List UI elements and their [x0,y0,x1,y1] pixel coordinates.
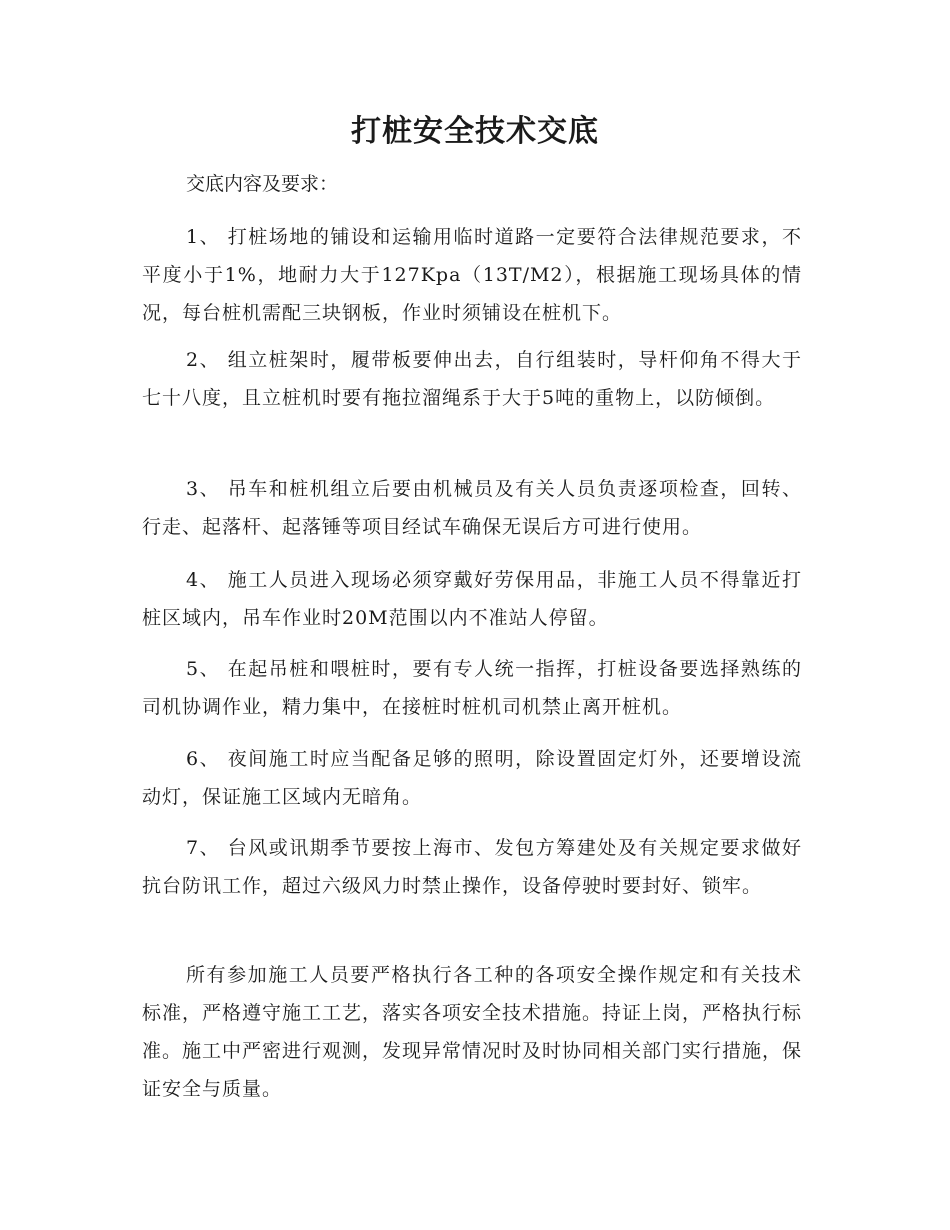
item-3: 3、 吊车和桩机组立后要由机械员及有关人员负责逐项检查，回转、行走、起落杆、起落锤等项目经试车确保无误后方可进行使用。 [142,478,802,538]
item-4: 4、 施工人员进入现场必须穿戴好劳保用品，非施工人员不得靠近打桩区域内，吊车作业时20M范围以内不准站人停留。 [142,569,802,629]
item-7: 7、 台风或讯期季节要按上海市、发包方筹建处及有关规定要求做好抗台防讯工作，超过六级风力时禁止操作，设备停驶时要封好、锁牢。 [142,837,802,897]
intro-line: 交底内容及要求： [186,173,339,195]
document-title: 打桩安全技术交底 [351,114,599,149]
item-5: 5、 在起吊桩和喂桩时，要有专人统一指挥，打桩设备要选择熟练的司机协调作业，精力集中，在接桩时桩机司机禁止离开桩机。 [142,658,802,718]
item-2: 2、 组立桩架时，履带板要伸出去，自行组装时，导杆仰角不得大于七十八度，且立桩机时要有拖拉溜绳系于大于5吨的重物上，以防倾倒。 [142,349,802,409]
item-1: 1、 打桩场地的铺设和运输用临时道路一定要符合法律规范要求，不平度小于1%，地耐力大于127Kpa（13T/M2），根据施工现场具体的情况，每台桩机需配三块钢板，作业时须铺设在桩机下。 [142,226,802,324]
item-6: 6、 夜间施工时应当配备足够的照明，除设置固定灯外，还要增设流动灯，保证施工区域内无暗角。 [142,748,802,808]
closing-paragraph: 所有参加施工人员要严格执行各工种的各项安全操作规定和有关技术标准，严格遵守施工工艺，落实各项安全技术措施。持证上岗，严格执行标准。施工中严密进行观测，发现异常情况时及时协同相关部门实行措施，保证安全与质量。 [142,964,803,1100]
